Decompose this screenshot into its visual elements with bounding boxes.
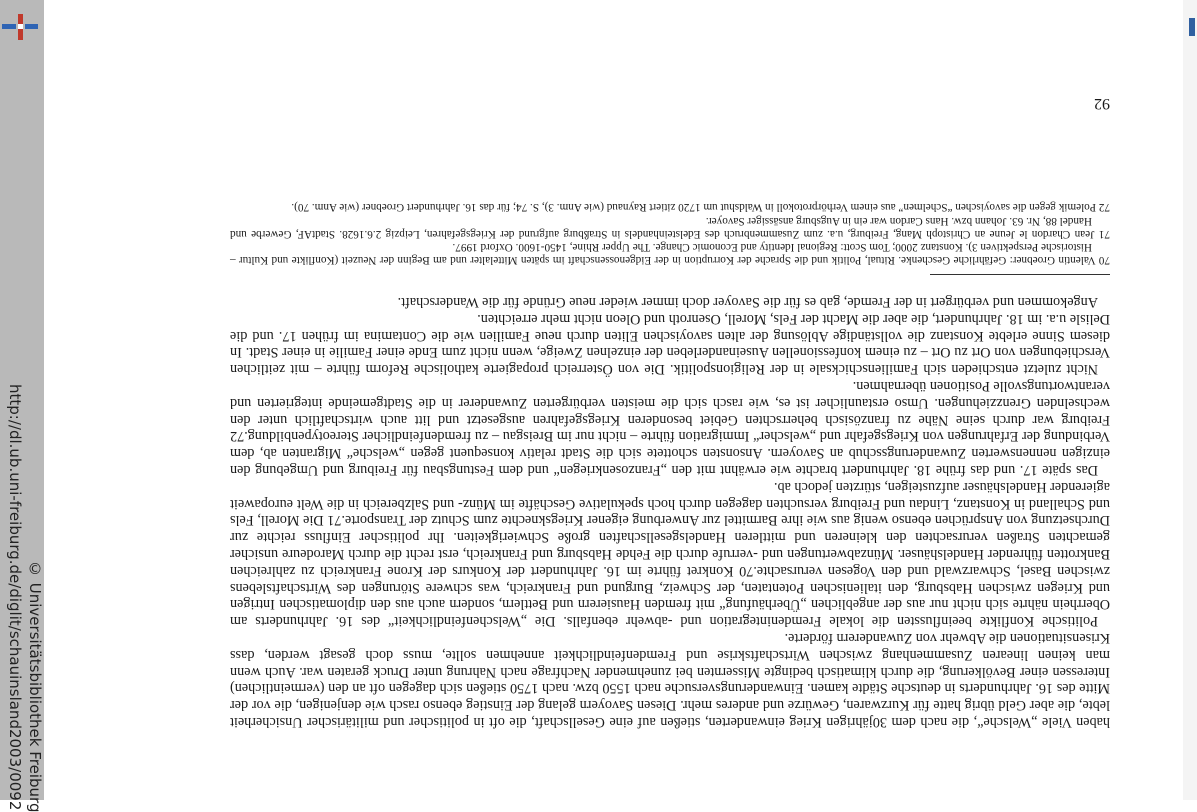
paragraph: Nicht zuletzt entschieden sich Familienschicksale in der Religionspolitik. Die von Österreich propagierte katholische Reform führte – mit zeitlichen Verschiebungen von Ort zu Ort – zu einem konfessionellen Auseinanderleben der einzelnen Zweige, wenn nicht zum Ende einer Familie in einer Stadt. In diesem Sinne erlebte Konstanz die vollständige Ablösung der alten savoyischen Eliten durch neue Familien wie die Contamina im frühen 17. und die Delisle u.a. im 18. Jahrhundert, die aber die Macht der Fels, Morell, Osenroth und Oleon nicht mehr erreichten. [230, 310, 1110, 378]
watermark-url: http://dl.ub.uni-freiburg.de/diglit/schauinsland2003/0092 [6, 384, 24, 811]
right-margin-mark [1189, 18, 1195, 36]
scanned-page [100, 60, 1150, 760]
watermark-library: © Universitätsbibliothek Freiburg [26, 560, 44, 812]
body-text [230, 293, 1110, 730]
page-number: 92 [1094, 95, 1110, 112]
paragraph: haben Viele „Welsche“, die nach dem 30jährigen Krieg einwanderten, stießen auf eine Gesellschaft, die oft in politischer und militärischer Unsicherheit lebte, die aber Geld übrig hatte für Kurzwaren, Gewürze und anderes mehr. Diesen Savoyern gelang der Einstieg ebenso rasch wie denjenigen, die vor der Mitte des 16. Jahrhunderts in deutsche Städte kamen. Einwanderungsversuche nach 1550 bzw. nach 1750 stießen sich dagegen oft an den (vermeintlichen) Interessen einer Bevölkerung, die durch klimatisch bedingte Missernten bei zunehmender Nachfrage nach Nahrung unter Druck geraten war. Auch wenn man keinen linearen Zusammenhang zwischen Wirtschaftskrise und Fremdenfeindlichkeit annehmen sollte, muss doch gesagt werden, dass Krisensituationen die Abwehr von Zuwanderern förderte. [230, 630, 1110, 730]
footnote: 72 Polemik gegen die savoyischen “Schelmen” aus einem Verhörprotokoll in Waldshut um 1720 zitiert Raynaud (wie Anm. 3), S. 74; für das 16. Jahrhundert Groebner (wie Anm. 70). [291, 201, 1110, 214]
paragraph: Politische Konflikte beeinflussten die lokale Fremdenintegration und -abwehr ebenfalls. Die „Welschenfeindlichkeit“ des 16. Jahrhunderts am Oberrhein nährte sich nicht nur aus der angeblichen „Überhäufung“ mit fremden Hausierern und Bettlern, sondern auch aus den diplomatischen Intrigen und Kriegen zwischen Habsburg, den italienischen Potentaten, der Schweiz, Burgund und Frankreich, was schwere Störungen des Wirtschaftslebens zwischen Basel, Schwarzwald und den Vogesen verursachte.70 Konkret führte im 16. Jahrhundert der Konkurs der Krone Frankreich zu zahlreichen Bankrotten führender Handelshäuser. Münzabwertungen und -verrufe durch die Fehde Habsburg und Frankreich, erst recht die durch Marodeure unsicher gemachten Straßen verursachten den kleineren und mittleren Handelsgesellschaften große Schwierigkeiten. Ihr politischer Einfluss reichte zur Durchsetzung von Ansprüchen ebenso wenig aus wie ihre Barmittel zur Anwerbung eigener Kriegsknechte zum Schutz der Transporte.71 Die Morell, Fels und Schalland in Konstanz, Lindau und Freiburg versuchten dagegen durch hoch spekulative Geschäfte im Münz- und Salzbereich in die Welt europaweit agierender Handelshäuser aufzusteigen, stürzten jedoch ab. [230, 478, 1110, 630]
text-column [230, 200, 1110, 730]
footnote: 71 Jean Chardon le Jeune an Christoph Mang, Freiburg, u.a. zum Zusammenbruch des Edelsteinhandels in Straßburg aufgrund der Kriegsgefahren, Leipzig 2.6.1628. StadtAF, Gewerbe und Handel 88, Nr. 63. Johann bzw. Hans Cardon war ein in Augsburg ansässiger Savoyer. [230, 214, 1110, 240]
paragraph: Das späte 17. und das frühe 18. Jahrhundert brachte wie erwähnt mit den „Franzosenkriegen“ und dem Festungsbau für Freiburg und Umgebung den einzigen nennenswerten Zuwanderungsschub an Savoyern. Ansonsten schottete sich die Stadt relativ konsequent gegen „welsche“ Migranten ab, dem Verbindung der Erfahrungen von Kriegsgefahr und „welscher“ Immigration führte – nicht nur im Breisgau – zu fremdenfeindlicher Stereotypenbildung.72 Freiburg war durch seine Nähe zu französisch beherrschten Gebiet besonderen Kriegsgefahren ausgesetzt und litt auch wirtschaftlich unter den wechselnden Grenzziehungen. Umso erstaunlicher ist es, wie rasch sich die meisten verbürgerten Zuwanderer in die Stadtgemeinde integrierten und verantwortungsvolle Positionen übernahmen. [230, 378, 1110, 479]
footnote-divider [930, 274, 1110, 275]
footnote: 70 Valentin Groebner: Gefährliche Geschenke. Ritual, Politik und die Sprache der Korruption in der Eidgenossenschaft im späten Mittelalter und am Beginn der Neuzeit (Konflikte und Kultur – Historische Perspektiven 3). Konstanz 2000; Tom Scott: Regional Identity and Economic Change. The Upper Rhine, 1450-1600. Oxford 1997. [230, 241, 1110, 267]
right-margin-strip [1183, 0, 1197, 800]
footnotes [230, 200, 1110, 266]
paragraph: Angekommen und verbürgert in der Fremde, gab es für die Savoyer doch immer wieder neue Gründe für die Wanderschaft. [397, 294, 1098, 311]
library-logo-icon [2, 14, 38, 40]
